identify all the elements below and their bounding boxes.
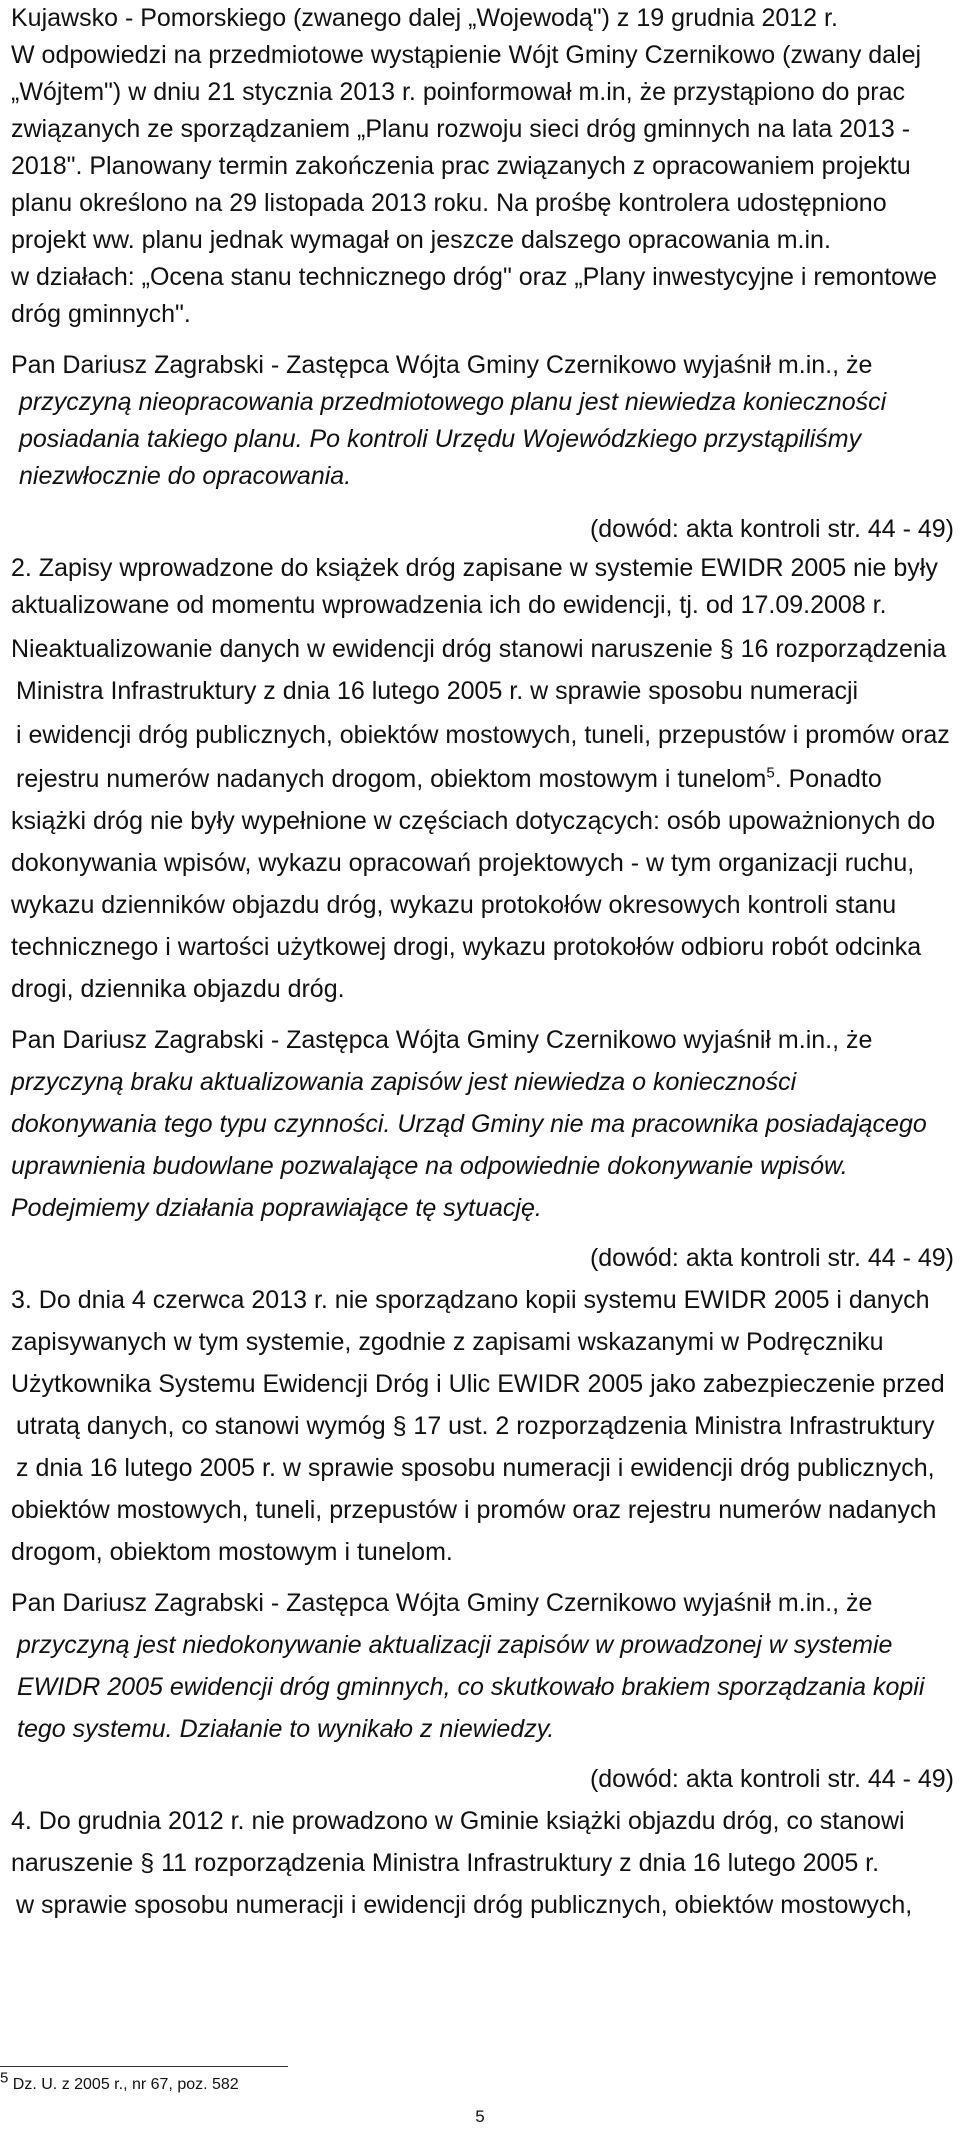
explanation-quote-line: EWIDR 2005 ewidencji dróg gminnych, co skutkowało brakiem sporządzania kopii [17, 1673, 925, 1701]
evidence-reference: (dowód: akta kontroli str. 44 - 49) [589, 515, 954, 543]
text-line: z dnia 16 lutego 2005 r. w sprawie sposobu numeracji i ewidencji dróg publicznych, [16, 1454, 935, 1482]
text-line: planu określono na 29 listopada 2013 roku. Na prośbę kontrolera udostępniono [11, 189, 887, 217]
evidence-reference: (dowód: akta kontroli str. 44 - 49) [589, 1244, 954, 1272]
text-line: drogi, dziennika objazdu dróg. [11, 975, 345, 1003]
footnote-reference[interactable]: 5 [766, 764, 775, 782]
text-line: projekt ww. planu jednak wymagał on jeszcze dalszego opracowania m.in. [11, 226, 831, 254]
text-line: 2018". Planowany termin zakończenia prac związanych z opracowaniem projektu [11, 152, 911, 180]
text-line: Ministra Infrastruktury z dnia 16 lutego 2005 r. w sprawie sposobu numeracji [16, 677, 859, 705]
explanation-line: Pan Dariusz Zagrabski - Zastępca Wójta Gminy Czernikowo wyjaśnił m.in., że [11, 351, 873, 379]
text-line: utratą danych, co stanowi wymóg § 17 ust. 2 rozporządzenia Ministra Infrastruktury [16, 1412, 935, 1440]
explanation-quote-line: przyczyną jest niedokonywanie aktualizacji zapisów w prowadzonej w systemie [17, 1631, 893, 1659]
explanation-quote-line: uprawnienia budowlane pozwalające na odpowiednie dokonywanie wpisów. [11, 1152, 848, 1180]
text-line-with-footnote [16, 761, 882, 798]
text-line: 2. Zapisy wprowadzone do książek dróg zapisane w systemie EWIDR 2005 nie były [11, 554, 938, 582]
text-line: książki dróg nie były wypełnione w częściach dotyczących: osób upoważnionych do [11, 807, 936, 835]
text-line: w działach: „Ocena stanu technicznego dróg" oraz „Plany inwestycyjne i remontowe [11, 263, 938, 291]
evidence-reference: (dowód: akta kontroli str. 44 - 49) [589, 1765, 954, 1793]
text-line: i ewidencji dróg publicznych, obiektów mostowych, tuneli, przepustów i promów oraz [16, 721, 950, 749]
text-line: Kujawsko - Pomorskiego (zwanego dalej „Wojewodą") z 19 grudnia 2012 r. [11, 4, 838, 32]
explanation-quote-line: przyczyną nieopracowania przedmiotowego planu jest niewiedza konieczności [19, 388, 887, 416]
text-line: Nieaktualizowanie danych w ewidencji dróg stanowi naruszenie § 16 rozporządzenia [11, 635, 947, 663]
text-line: drogom, obiektom mostowym i tunelom. [11, 1538, 453, 1566]
explanation-quote-line: przyczyną braku aktualizowania zapisów jest niewiedza o konieczności [11, 1068, 797, 1096]
text-line: zapisywanych w tym systemie, zgodnie z zapisami wskazanymi w Podręczniku [11, 1328, 884, 1356]
explanation-quote-line: posiadania takiego planu. Po kontroli Urzędu Wojewódzkiego przystąpiliśmy [19, 425, 862, 453]
text-line: naruszenie § 11 rozporządzenia Ministra Infrastruktury z dnia 16 lutego 2005 r. [11, 1849, 880, 1877]
explanation-line: Pan Dariusz Zagrabski - Zastępca Wójta Gminy Czernikowo wyjaśnił m.in., że [11, 1589, 873, 1617]
text-segment: . Ponadto [774, 765, 882, 793]
text-segment: rejestru numerów nadanych drogom, obiektom mostowym i tunelom [16, 765, 767, 793]
footnote-marker: 5 [0, 2069, 9, 2087]
explanation-quote-line: dokonywania tego typu czynności. Urząd Gminy nie ma pracownika posiadającego [11, 1110, 927, 1138]
text-line: aktualizowane od momentu wprowadzenia ich do ewidencji, tj. od 17.09.2008 r. [11, 591, 887, 619]
explanation-line: Pan Dariusz Zagrabski - Zastępca Wójta Gminy Czernikowo wyjaśnił m.in., że [11, 1026, 873, 1054]
explanation-quote-line: tego systemu. Działanie to wynikało z niewiedzy. [17, 1715, 555, 1743]
text-line: w sprawie sposobu numeracji i ewidencji dróg publicznych, obiektów mostowych, [16, 1891, 913, 1919]
text-line: dokonywania wpisów, wykazu opracowań projektowych - w tym organizacji ruchu, [11, 849, 915, 877]
footnote-divider [0, 2066, 288, 2067]
text-line: technicznego i wartości użytkowej drogi, wykazu protokołów odbioru robót odcinka [11, 933, 922, 961]
text-line: obiektów mostowych, tuneli, przepustów i promów oraz rejestru numerów nadanych [11, 1496, 937, 1524]
explanation-quote-line: niezwłocznie do opracowania. [19, 462, 352, 490]
footnote-text: Dz. U. z 2005 r., nr 67, poz. 582 [12, 2076, 239, 2093]
page-number: 5 [475, 2107, 485, 2126]
text-line: 3. Do dnia 4 czerwca 2013 r. nie sporządzano kopii systemu EWIDR 2005 i danych [11, 1286, 930, 1314]
text-line: Użytkownika Systemu Ewidencji Dróg i Ulic EWIDR 2005 jako zabezpieczenie przed [11, 1370, 945, 1398]
text-line: W odpowiedzi na przedmiotowe wystąpienie Wójt Gminy Czernikowo (zwany dalej [11, 41, 922, 69]
text-line: wykazu dzienników objazdu dróg, wykazu protokołów okresowych kontroli stanu [11, 891, 897, 919]
text-line: 4. Do grudnia 2012 r. nie prowadzono w Gminie książki objazdu dróg, co stanowi [11, 1807, 905, 1835]
text-line: dróg gminnych". [11, 300, 191, 328]
text-line: związanych ze sporządzaniem „Planu rozwoju sieci dróg gminnych na lata 2013 - [11, 115, 911, 143]
explanation-quote-line: Podejmiemy działania poprawiające tę sytuację. [11, 1194, 542, 1222]
text-line: „Wójtem") w dniu 21 stycznia 2013 r. poinformował m.in, że przystąpiono do prac [11, 78, 905, 106]
footnote [0, 2069, 239, 2095]
